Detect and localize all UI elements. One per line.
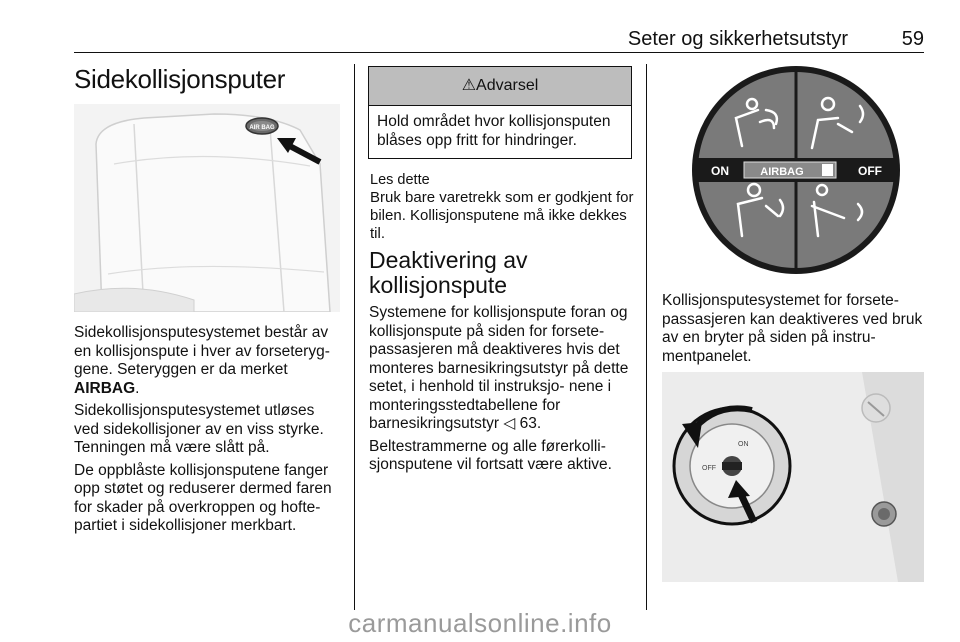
middle-column-body (369, 304, 637, 475)
airbag-key-switch-illustration (662, 372, 924, 582)
warning-header (369, 67, 631, 106)
paragraph-deactivation-requirement (369, 304, 637, 434)
seat-airbag-badge-text: AIR BAG (249, 125, 275, 131)
column-divider-left (354, 64, 355, 610)
warning-title: Advarsel (476, 77, 539, 94)
warning-triangle-icon: ⚠ (461, 77, 477, 94)
warning-text: Hold området hvor kollisjonsputen blåses opp fritt for hindringer. (377, 113, 611, 149)
paragraph-deployment: Sidekollisjonsputesystemet utløses ved sidekollisjoner av en viss styrke. Tenningen må være slått på. (74, 402, 324, 456)
heading-deactivation-line1: Deaktivering av (369, 247, 528, 273)
running-header-title: Seter og sikkerhetsutstyr (627, 28, 848, 50)
diagram-label-airbag: AIRBAG (760, 166, 804, 178)
heading-deactivation (369, 248, 635, 298)
switch-label-on: ON (738, 441, 749, 448)
airbag-marking-label: AIRBAG (74, 379, 136, 397)
warning-box (368, 66, 632, 159)
header-rule (74, 52, 924, 53)
paragraph-pretensioners: Beltestrammerne og alle førerkolli‐ sjonsputene vil fortsatt være aktive. (369, 437, 612, 473)
paragraph-text: Sidekollisjonsputesystemet består av en kollisjonspute i hver av forseteryg‐ gene. Seteryggen er da merket (74, 324, 330, 378)
side-airbag-seat-illustration (74, 104, 340, 312)
diagram-label-off: OFF (858, 164, 882, 178)
heading-side-airbags: Sidekollisjonsputer (74, 64, 286, 94)
diagram-label-on: ON (711, 164, 729, 178)
paragraph-side-airbag-system (74, 324, 342, 398)
heading-deactivation-line2: kollisjonspute (369, 272, 508, 298)
note-text: Bruk bare varetrekk som er godkjent for bilen. Kollisjonsputene må ikke dekkes til. (370, 189, 634, 242)
page-reference: 63. (519, 415, 542, 432)
right-column-body (662, 292, 928, 366)
paragraph-protection: De oppblåste kollisjonsputene fanger opp støtet og reduserer dermed faren for skader på overkroppen og hofte‐ partiet i sidekollisjoner merkbart. (74, 461, 332, 534)
paragraph-text: Systemene for kollisjonspute foran og kollisjonspute på siden for forsete‐ passasjeren må deaktiveres hvis det monteres barnesikringsutstyr på dette setet, i henhold til instruksjo‐ nene i monteringsstedtabellene for barnesikringsutstyr (369, 304, 629, 432)
note-block (370, 172, 634, 243)
page-number: 59 (901, 28, 924, 50)
left-column-body (74, 324, 342, 536)
watermark: carmanualsonline.info (348, 608, 612, 638)
page-reference-icon: ◁ (503, 415, 516, 432)
switch-label-off: OFF (702, 465, 716, 472)
airbag-status-diagram (662, 66, 928, 278)
note-title: Les dette (370, 172, 430, 188)
paragraph-passenger-airbag-switch: Kollisjonsputesystemet for forsete‐ passasjeren kan deaktiveres ved bruk av en bryter på siden på instru‐ mentpanelet. (662, 292, 923, 365)
paragraph-text-end: . (135, 379, 140, 397)
column-divider-right (646, 64, 647, 610)
